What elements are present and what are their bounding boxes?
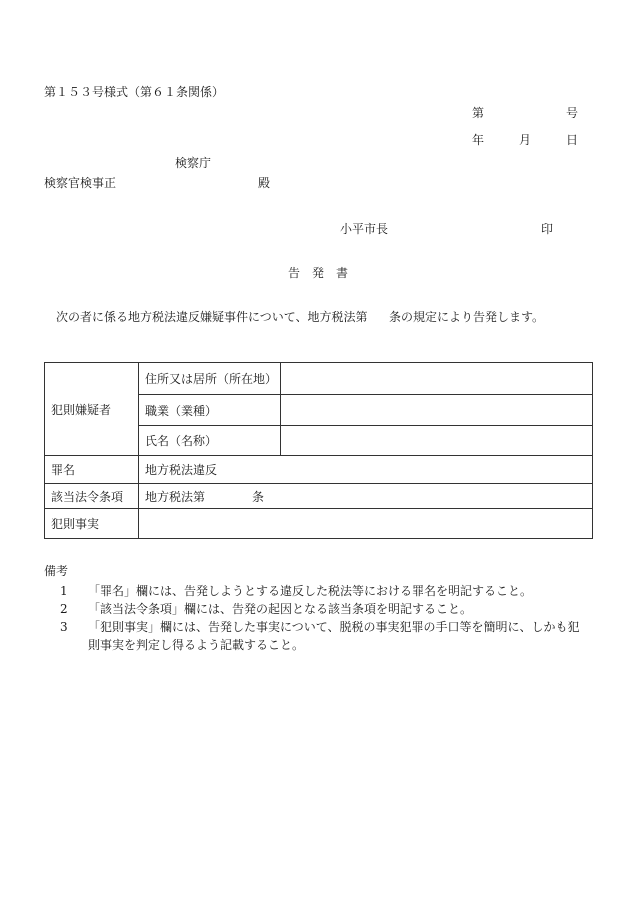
intro-text-part2: 条の規定により告発します。 (389, 310, 545, 324)
document-title: 告 発 書 (288, 266, 349, 280)
article-suffix: 条 (252, 489, 265, 504)
note-number: 3 (60, 620, 68, 634)
note-item (44, 618, 604, 654)
notes-section (44, 562, 604, 654)
note-item (44, 582, 604, 600)
occupation-field[interactable] (281, 395, 593, 426)
address-label: 住所又は居所（所在地） (139, 363, 281, 395)
sender-name: 小平市長 (340, 222, 389, 236)
note-text: 「罪名」欄には、告発しようとする違反した税法等における罪名を明記すること。 (88, 584, 533, 598)
article-value[interactable] (139, 484, 593, 509)
notes-heading: 備考 (44, 564, 69, 578)
crime-label: 罪名 (45, 456, 139, 484)
facts-field[interactable] (139, 509, 593, 539)
note-number: 2 (60, 602, 68, 616)
number-suffix: 号 (566, 106, 579, 120)
crime-value: 地方税法違反 (139, 456, 593, 484)
facts-label: 犯則事実 (45, 509, 139, 539)
date-year: 年 (472, 133, 485, 147)
seal-mark: 印 (541, 222, 554, 236)
name-label: 氏名（名称） (139, 426, 281, 456)
note-text: 「犯則事実」欄には、告発した事実について、脱税の事実犯罪の手口等を簡明に、しかも犯則事実を判定し得るよう記載すること。 (88, 620, 580, 652)
form-id: 第１５３号様式（第６１条関係） (44, 85, 225, 99)
date-day: 日 (566, 133, 579, 147)
article-prefix: 地方税法第 (145, 489, 206, 504)
recipient-office: 検察庁 (175, 156, 212, 170)
number-prefix: 第 (472, 106, 485, 120)
article-label: 該当法令条項 (45, 484, 139, 509)
intro-text-part1: 次の者に係る地方税法違反嫌疑事件について、地方税法第 (56, 310, 368, 324)
note-number: 1 (60, 584, 68, 598)
recipient-title: 検察官検事正 (44, 176, 117, 190)
suspect-label: 犯則嫌疑者 (45, 363, 139, 456)
recipient-honorific: 殿 (258, 176, 271, 190)
occupation-label: 職業（業種） (139, 395, 281, 426)
accusation-table (44, 362, 593, 539)
name-field[interactable] (281, 426, 593, 456)
note-item (44, 600, 604, 618)
note-text: 「該当法令条項」欄には、告発の起因となる該当条項を明記すること。 (88, 602, 473, 616)
address-field[interactable] (281, 363, 593, 395)
date-month: 月 (519, 133, 532, 147)
